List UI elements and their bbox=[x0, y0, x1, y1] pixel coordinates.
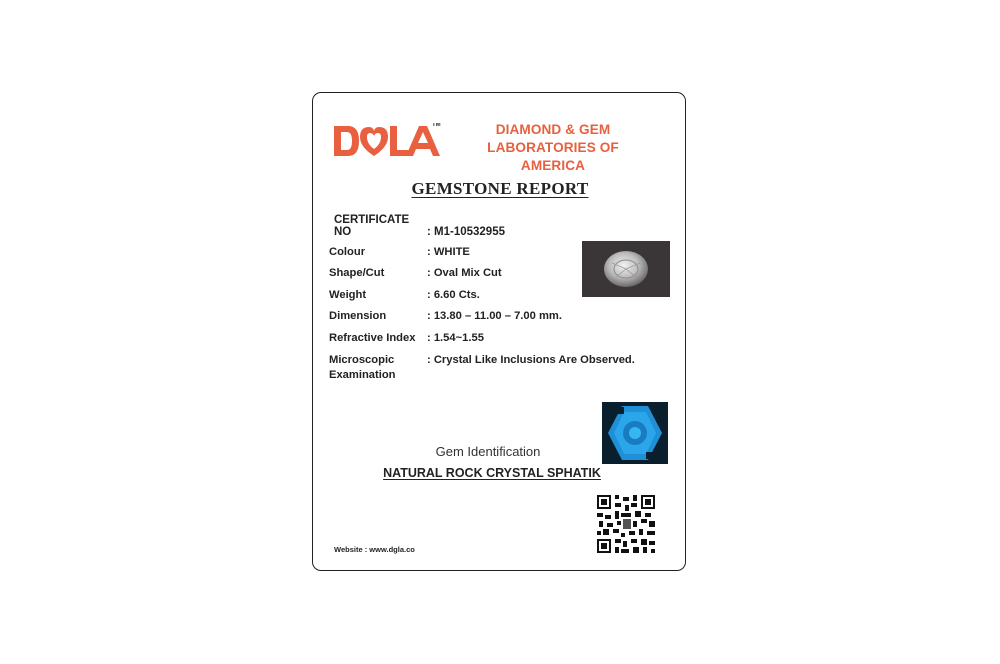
lab-name-line1: DIAMOND & GEM bbox=[495, 122, 611, 137]
gem-identification-value bbox=[313, 466, 671, 480]
gemstone-report-card bbox=[312, 92, 686, 571]
report-title-text: GEMSTONE REPORT bbox=[411, 179, 589, 198]
dgla-logo bbox=[334, 123, 442, 159]
detail-label: Weight bbox=[329, 289, 367, 301]
detail-label: Microscopic Examination bbox=[329, 354, 396, 381]
lab-name bbox=[459, 121, 647, 175]
qr-code-icon bbox=[597, 495, 655, 553]
trademark-mark: TM bbox=[432, 123, 441, 128]
website-text: Website : www.dgla.co bbox=[334, 545, 415, 554]
certificate-number bbox=[334, 214, 505, 238]
gem-identification-text: NATURAL ROCK CRYSTAL SPHATIK bbox=[383, 466, 601, 480]
detail-value: : 1.54~1.55 bbox=[427, 332, 484, 344]
detail-label: Refractive Index bbox=[329, 332, 416, 344]
detail-value: : Oval Mix Cut bbox=[427, 267, 502, 279]
detail-value: : 6.60 Cts. bbox=[427, 289, 480, 301]
detail-label: Shape/Cut bbox=[329, 267, 385, 279]
gem-identification-label: Gem Identification bbox=[435, 444, 541, 459]
detail-label: Colour bbox=[329, 246, 366, 258]
detail-value: : WHITE bbox=[427, 246, 470, 258]
detail-value: : Crystal Like Inclusions Are Observed. bbox=[427, 354, 635, 366]
detail-label: Dimension bbox=[329, 310, 387, 322]
lab-name-line2: LABORATORIES OF AMERICA bbox=[487, 140, 619, 173]
report-title bbox=[313, 179, 687, 199]
gem-photo bbox=[582, 241, 670, 297]
certificate-label: CERTIFICATE NO bbox=[334, 214, 410, 238]
gem-icon bbox=[582, 241, 670, 297]
detail-value: : 13.80 – 11.00 – 7.00 mm. bbox=[427, 310, 562, 322]
certificate-value: : M1-10532955 bbox=[427, 226, 505, 238]
